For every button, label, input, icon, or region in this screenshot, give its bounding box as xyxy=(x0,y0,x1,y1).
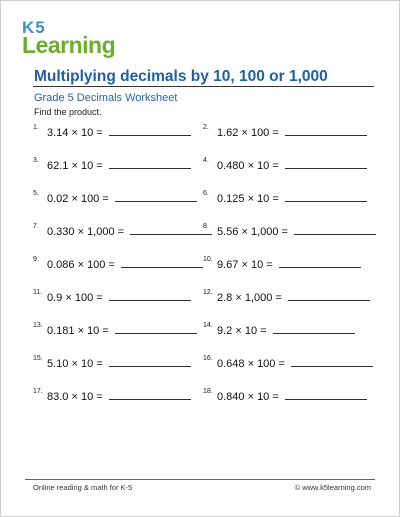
problem-expression: 0.648 × 100 = xyxy=(217,358,285,370)
problem-item xyxy=(203,288,370,304)
problem-number: 4. xyxy=(203,157,209,164)
problem-item xyxy=(33,288,191,304)
problem-number: 16. xyxy=(203,355,213,362)
logo-learning-text: Learning xyxy=(22,32,116,58)
problem-item xyxy=(203,156,367,172)
problem-number: 7. xyxy=(33,223,39,230)
problem-number: 15. xyxy=(33,355,43,362)
problem-number: 18. xyxy=(203,388,213,395)
problem-number: 12. xyxy=(203,289,213,296)
answer-blank[interactable] xyxy=(115,200,197,202)
problem-item xyxy=(203,387,367,403)
problem-item xyxy=(33,222,212,238)
problem-item xyxy=(33,123,191,139)
problem-item xyxy=(203,189,367,205)
answer-blank[interactable] xyxy=(109,398,191,400)
logo-k5-text: K5 xyxy=(22,18,46,37)
problem-item xyxy=(33,255,203,271)
problem-number: 11. xyxy=(33,289,43,296)
problem-expression: 0.125 × 10 = xyxy=(217,193,279,205)
problem-number: 1. xyxy=(33,124,39,131)
problem-expression: 0.181 × 10 = xyxy=(47,325,109,337)
problem-item xyxy=(33,387,191,403)
problem-expression: 62.1 × 10 = xyxy=(47,160,103,172)
answer-blank[interactable] xyxy=(109,167,191,169)
problem-expression: 9.2 × 10 = xyxy=(217,325,267,337)
problem-number: 17. xyxy=(33,388,43,395)
answer-blank[interactable] xyxy=(291,365,373,367)
problem-item xyxy=(203,222,376,238)
problem-item xyxy=(33,189,197,205)
problem-expression: 0.840 × 10 = xyxy=(217,391,279,403)
footer-website[interactable] xyxy=(295,483,371,492)
answer-blank[interactable] xyxy=(285,398,367,400)
problem-expression: 83.0 × 10 = xyxy=(47,391,103,403)
answer-blank[interactable] xyxy=(115,332,197,334)
problem-expression: 9.67 × 10 = xyxy=(217,259,273,271)
problem-number: 3. xyxy=(33,157,39,164)
problem-number: 5. xyxy=(33,190,39,197)
footer-url: www.k5learning.com xyxy=(302,483,371,492)
answer-blank[interactable] xyxy=(285,200,367,202)
answer-blank[interactable] xyxy=(288,299,370,301)
answer-blank[interactable] xyxy=(273,332,355,334)
k5-learning-logo[interactable] xyxy=(22,18,116,62)
problem-expression: 0.02 × 100 = xyxy=(47,193,109,205)
copyright-symbol: © xyxy=(294,483,301,492)
problem-item xyxy=(203,354,373,370)
problem-item xyxy=(203,123,367,139)
answer-blank[interactable] xyxy=(109,299,191,301)
problem-number: 6. xyxy=(203,190,209,197)
problem-number: 2. xyxy=(203,124,209,131)
problem-item xyxy=(33,321,197,337)
problem-expression: 0.9 × 100 = xyxy=(47,292,103,304)
problem-number: 14. xyxy=(203,322,213,329)
problem-expression: 0.480 × 10 = xyxy=(217,160,279,172)
problem-number: 9. xyxy=(33,256,39,263)
answer-blank[interactable] xyxy=(130,233,212,235)
footer-tagline: Online reading & math for K-5 xyxy=(33,483,133,492)
problem-item xyxy=(203,321,355,337)
answer-blank[interactable] xyxy=(285,134,367,136)
answer-blank[interactable] xyxy=(109,134,191,136)
problem-item xyxy=(33,354,191,370)
worksheet-subtitle: Grade 5 Decimals Worksheet xyxy=(34,92,178,104)
worksheet-instruction: Find the product. xyxy=(34,107,102,117)
problem-expression: 0.086 × 100 = xyxy=(47,259,115,271)
answer-blank[interactable] xyxy=(279,266,361,268)
answer-blank[interactable] xyxy=(294,233,376,235)
problem-number: 10. xyxy=(203,256,213,263)
worksheet-title: Multiplying decimals by 10, 100 or 1,000 xyxy=(34,68,328,85)
answer-blank[interactable] xyxy=(285,167,367,169)
problem-expression: 2.8 × 1,000 = xyxy=(217,292,282,304)
answer-blank[interactable] xyxy=(121,266,203,268)
problem-expression: 5.10 × 10 = xyxy=(47,358,103,370)
answer-blank[interactable] xyxy=(109,365,191,367)
title-divider xyxy=(33,86,374,87)
problem-number: 8. xyxy=(203,223,209,230)
problem-item xyxy=(203,255,361,271)
problem-expression: 5.56 × 1,000 = xyxy=(217,226,288,238)
problem-expression: 0.330 × 1,000 = xyxy=(47,226,125,238)
footer-divider xyxy=(25,479,375,480)
problem-item xyxy=(33,156,191,172)
problem-number: 13. xyxy=(33,322,43,329)
problem-expression: 3.14 × 10 = xyxy=(47,127,103,139)
problem-expression: 1.62 × 100 = xyxy=(217,127,279,139)
